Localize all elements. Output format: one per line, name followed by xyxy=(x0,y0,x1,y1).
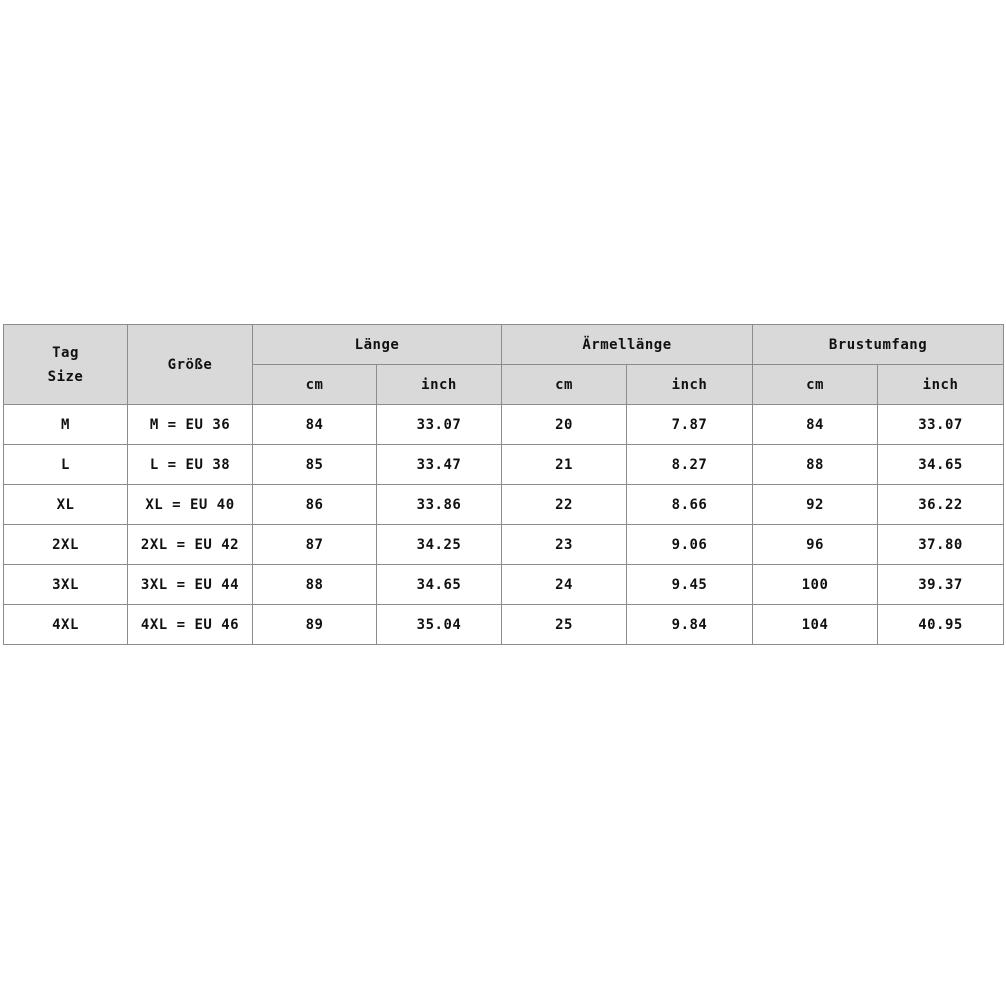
cell-brust-inch: 33.07 xyxy=(878,405,1004,445)
header-row-groups xyxy=(4,325,1004,365)
cell-brust-inch: 34.65 xyxy=(878,445,1004,485)
table-row xyxy=(4,565,1004,605)
cell-laenge-inch: 34.65 xyxy=(377,565,502,605)
header-brustumfang: Brustumfang xyxy=(753,325,1004,365)
cell-laenge-cm: 88 xyxy=(253,565,377,605)
table-row xyxy=(4,605,1004,645)
header-laenge: Länge xyxy=(253,325,502,365)
cell-aermel-cm: 24 xyxy=(502,565,627,605)
size-chart-table xyxy=(3,324,1004,645)
cell-laenge-inch: 34.25 xyxy=(377,525,502,565)
cell-tag-size: 4XL xyxy=(4,605,128,645)
cell-brust-inch: 36.22 xyxy=(878,485,1004,525)
cell-brust-cm: 104 xyxy=(753,605,878,645)
table-row xyxy=(4,405,1004,445)
table-row xyxy=(4,525,1004,565)
cell-aermel-inch: 8.66 xyxy=(627,485,753,525)
cell-aermel-inch: 9.06 xyxy=(627,525,753,565)
header-unit-aermel-inch: inch xyxy=(627,365,753,405)
cell-brust-cm: 96 xyxy=(753,525,878,565)
cell-groesse: 2XL = EU 42 xyxy=(128,525,253,565)
header-groesse: Größe xyxy=(128,325,253,405)
cell-aermel-inch: 8.27 xyxy=(627,445,753,485)
cell-brust-inch: 39.37 xyxy=(878,565,1004,605)
cell-groesse: M = EU 36 xyxy=(128,405,253,445)
cell-aermel-cm: 23 xyxy=(502,525,627,565)
cell-brust-cm: 100 xyxy=(753,565,878,605)
cell-aermel-inch: 9.45 xyxy=(627,565,753,605)
cell-brust-cm: 88 xyxy=(753,445,878,485)
cell-tag-size: M xyxy=(4,405,128,445)
header-size-label: Size xyxy=(47,368,84,385)
cell-tag-size: XL xyxy=(4,485,128,525)
cell-aermel-cm: 21 xyxy=(502,445,627,485)
cell-aermel-cm: 20 xyxy=(502,405,627,445)
cell-laenge-cm: 89 xyxy=(253,605,377,645)
table-row xyxy=(4,445,1004,485)
cell-groesse: XL = EU 40 xyxy=(128,485,253,525)
cell-brust-inch: 37.80 xyxy=(878,525,1004,565)
cell-laenge-cm: 86 xyxy=(253,485,377,525)
table-body xyxy=(4,405,1004,645)
table-header xyxy=(4,325,1004,405)
cell-laenge-inch: 33.47 xyxy=(377,445,502,485)
cell-aermel-cm: 25 xyxy=(502,605,627,645)
table-row xyxy=(4,485,1004,525)
cell-groesse: L = EU 38 xyxy=(128,445,253,485)
cell-laenge-inch: 33.86 xyxy=(377,485,502,525)
cell-laenge-inch: 35.04 xyxy=(377,605,502,645)
header-aermellaenge: Ärmellänge xyxy=(502,325,753,365)
cell-brust-cm: 84 xyxy=(753,405,878,445)
cell-groesse: 3XL = EU 44 xyxy=(128,565,253,605)
cell-aermel-inch: 7.87 xyxy=(627,405,753,445)
cell-laenge-cm: 87 xyxy=(253,525,377,565)
cell-brust-inch: 40.95 xyxy=(878,605,1004,645)
header-unit-brust-inch: inch xyxy=(878,365,1004,405)
cell-tag-size: L xyxy=(4,445,128,485)
cell-tag-size: 3XL xyxy=(4,565,128,605)
header-unit-brust-cm: cm xyxy=(753,365,878,405)
cell-aermel-inch: 9.84 xyxy=(627,605,753,645)
cell-laenge-cm: 84 xyxy=(253,405,377,445)
header-unit-laenge-inch: inch xyxy=(377,365,502,405)
cell-aermel-cm: 22 xyxy=(502,485,627,525)
header-unit-aermel-cm: cm xyxy=(502,365,627,405)
cell-groesse: 4XL = EU 46 xyxy=(128,605,253,645)
header-tag-label: Tag xyxy=(52,344,79,361)
header-unit-laenge-cm: cm xyxy=(253,365,377,405)
cell-laenge-inch: 33.07 xyxy=(377,405,502,445)
cell-tag-size: 2XL xyxy=(4,525,128,565)
cell-laenge-cm: 85 xyxy=(253,445,377,485)
cell-brust-cm: 92 xyxy=(753,485,878,525)
header-tag-size xyxy=(4,325,128,405)
